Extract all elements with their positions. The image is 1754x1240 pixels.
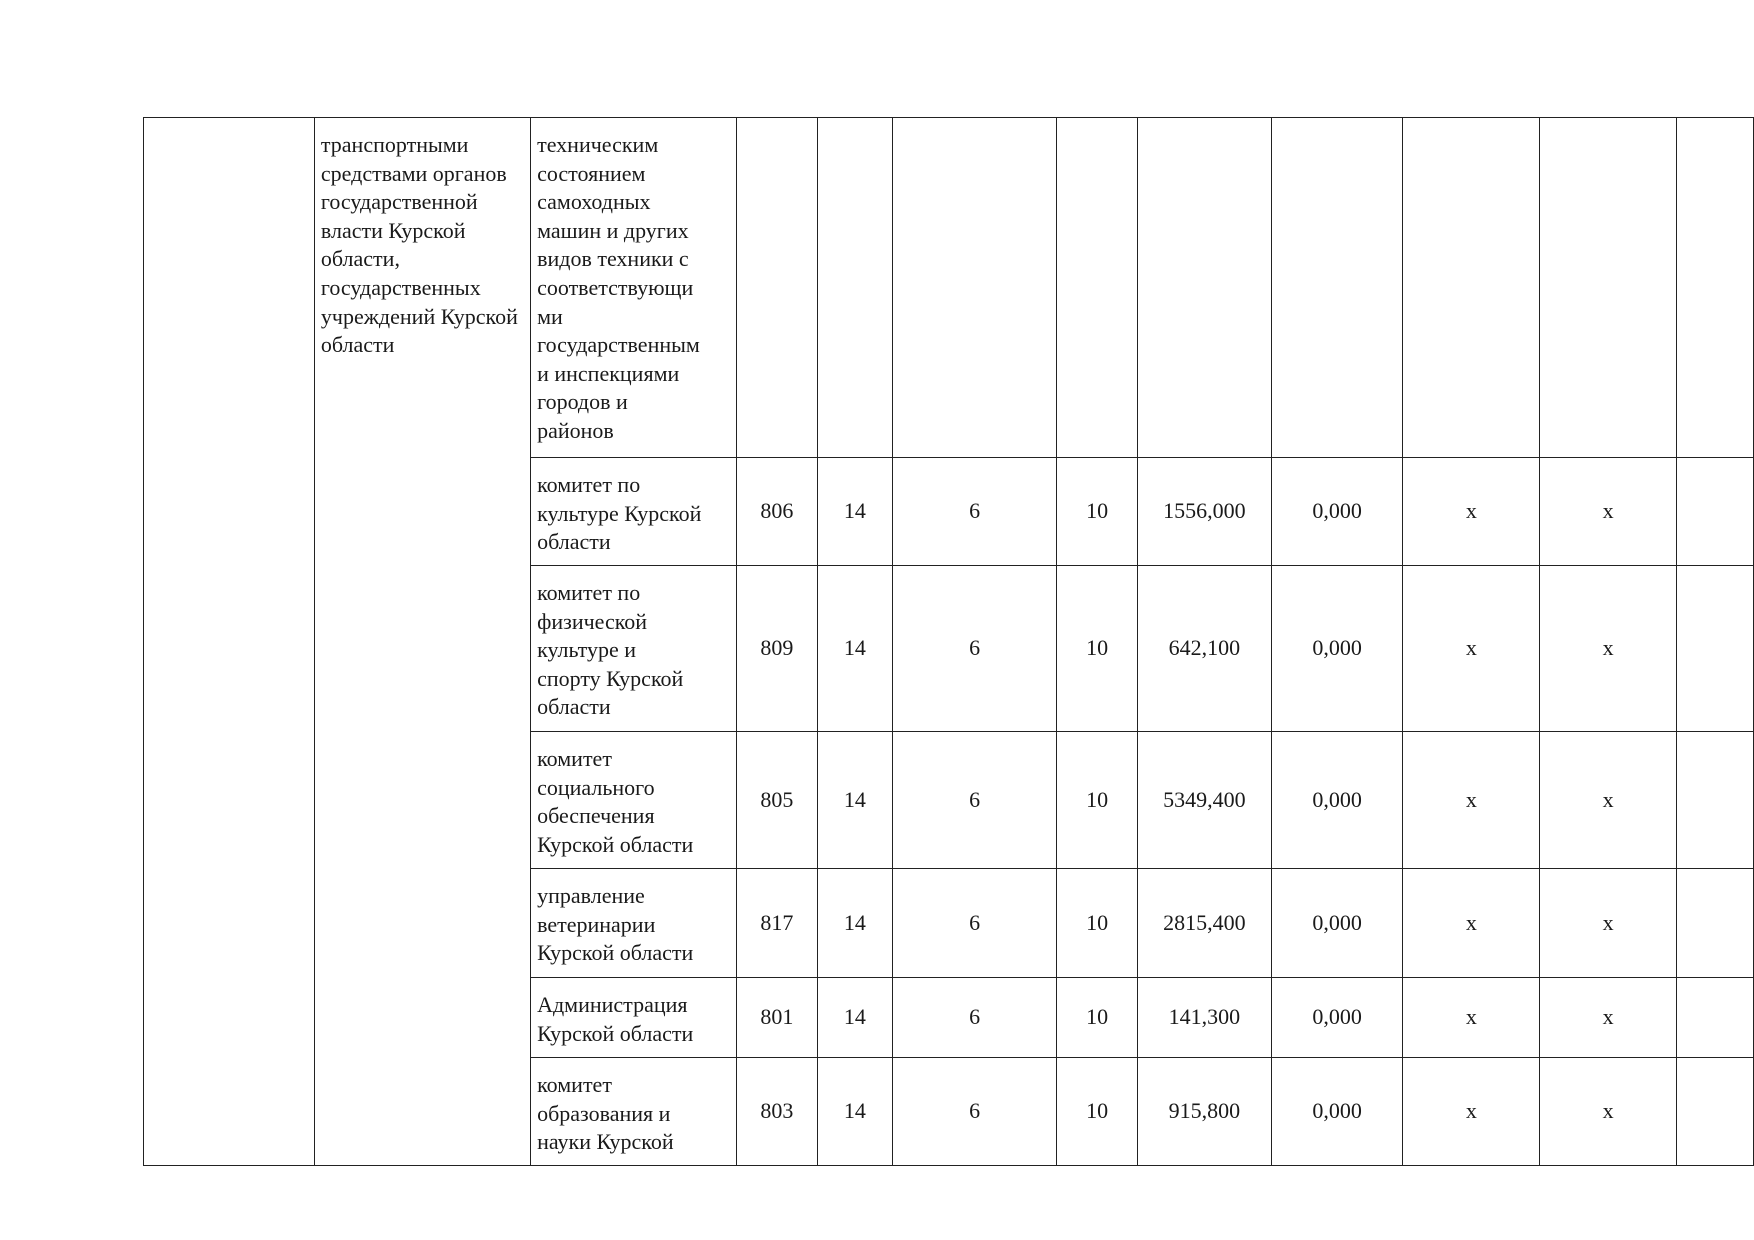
- c4-cell: 10: [1057, 869, 1138, 978]
- extra-cell: [1677, 732, 1754, 869]
- x1-cell: x: [1403, 1058, 1540, 1166]
- x1-cell: [1403, 118, 1540, 458]
- code-cell: 809: [736, 566, 817, 732]
- amount-cell: 915,800: [1137, 1058, 1271, 1166]
- org-name-line: состоянием: [537, 160, 646, 186]
- code-cell: 817: [736, 869, 817, 978]
- c4-cell: [1057, 118, 1138, 458]
- extra-cell: [1677, 1058, 1754, 1166]
- amount-cell: 5349,400: [1137, 732, 1271, 869]
- table-row: [144, 118, 1754, 458]
- x1-cell: x: [1403, 566, 1540, 732]
- org-name-line: Администрация: [537, 992, 688, 1017]
- x2-cell: x: [1540, 566, 1677, 732]
- x2-cell: x: [1540, 978, 1677, 1058]
- amount-cell: 141,300: [1137, 978, 1271, 1058]
- subsection-cell: [892, 118, 1057, 458]
- section-cell: [817, 118, 892, 458]
- subsection-cell: 6: [892, 458, 1057, 566]
- org-name-line: и инспекциями: [537, 360, 680, 386]
- code-cell: [736, 118, 817, 458]
- org-cell: [531, 1058, 737, 1166]
- code-cell: 806: [736, 458, 817, 566]
- subsection-cell: 6: [892, 978, 1057, 1058]
- code-cell: 803: [736, 1058, 817, 1166]
- x2-cell: x: [1540, 1058, 1677, 1166]
- x1-cell: x: [1403, 732, 1540, 869]
- org-name-line: Курской области: [537, 831, 694, 857]
- amount-cell: [1137, 118, 1271, 458]
- org-name-line: комитет по: [537, 472, 641, 497]
- subsection-cell: 6: [892, 869, 1057, 978]
- org-name-line: ми: [537, 303, 563, 329]
- org-name-line: ветеринарии: [537, 911, 656, 937]
- x1-cell: x: [1403, 869, 1540, 978]
- org-name-line: культуре Курской: [537, 500, 702, 526]
- amount2-cell: 0,000: [1271, 458, 1403, 566]
- org-name-line: области: [537, 694, 611, 720]
- org-name: [537, 991, 730, 1048]
- group-description-cell: [314, 118, 530, 1166]
- amount2-cell: 0,000: [1271, 732, 1403, 869]
- org-name-line: образования и: [537, 1100, 671, 1126]
- x2-cell: x: [1540, 458, 1677, 566]
- x2-cell: x: [1540, 732, 1677, 869]
- c4-cell: 10: [1057, 566, 1138, 732]
- empty-number-cell: [144, 118, 315, 1166]
- org-name-line: соответствующи: [537, 274, 694, 300]
- org-name: [537, 131, 730, 446]
- c4-cell: 10: [1057, 1058, 1138, 1166]
- org-name-line: комитет по: [537, 580, 641, 605]
- x2-cell: x: [1540, 869, 1677, 978]
- section-cell: 14: [817, 458, 892, 566]
- org-cell: [531, 869, 737, 978]
- org-name-line: науки Курской: [537, 1129, 674, 1155]
- amount2-cell: 0,000: [1271, 869, 1403, 978]
- extra-cell: [1677, 458, 1754, 566]
- section-cell: 14: [817, 1058, 892, 1166]
- subsection-cell: 6: [892, 566, 1057, 732]
- org-name-line: районов: [537, 417, 614, 443]
- org-name-line: физической: [537, 608, 648, 634]
- c4-cell: 10: [1057, 978, 1138, 1058]
- extra-cell: [1677, 566, 1754, 732]
- org-name-line: области: [537, 529, 611, 555]
- org-name-line: видов техники с: [537, 246, 689, 272]
- c4-cell: 10: [1057, 458, 1138, 566]
- org-name-line: комитет: [537, 746, 612, 771]
- org-name-line: государственным: [537, 332, 700, 358]
- org-name-line: комитет: [537, 1072, 612, 1097]
- org-cell: [531, 978, 737, 1058]
- x2-cell: [1540, 118, 1677, 458]
- section-cell: 14: [817, 869, 892, 978]
- org-name-line: Курской области: [537, 940, 694, 966]
- amount-cell: 2815,400: [1137, 869, 1271, 978]
- amount2-cell: 0,000: [1271, 978, 1403, 1058]
- amount2-cell: 0,000: [1271, 1058, 1403, 1166]
- section-cell: 14: [817, 978, 892, 1058]
- org-name-line: техническим: [537, 132, 659, 157]
- org-name-line: управление: [537, 883, 645, 908]
- org-name: [537, 1071, 730, 1157]
- amount2-cell: [1271, 118, 1403, 458]
- org-cell: [531, 732, 737, 869]
- org-name: [537, 579, 730, 722]
- section-cell: 14: [817, 566, 892, 732]
- x1-cell: x: [1403, 458, 1540, 566]
- org-cell: [531, 458, 737, 566]
- org-name-line: городов и: [537, 389, 628, 415]
- org-name-line: культуре и: [537, 637, 637, 663]
- amount-cell: 642,100: [1137, 566, 1271, 732]
- extra-cell: [1677, 869, 1754, 978]
- group-description: транспортными средствами органов государственной власти Курской области, государственных учреждений Курской области: [320, 132, 518, 358]
- extra-cell: [1677, 118, 1754, 458]
- org-name-line: обеспечения: [537, 803, 655, 829]
- extra-cell: [1677, 978, 1754, 1058]
- amount-cell: 1556,000: [1137, 458, 1271, 566]
- org-name-line: машин и других: [537, 217, 689, 243]
- budget-table: [143, 117, 1754, 1166]
- org-name-line: социального: [537, 774, 655, 800]
- code-cell: 801: [736, 978, 817, 1058]
- org-name-line: спорту Курской: [537, 665, 684, 691]
- org-name-line: Курской области: [537, 1020, 694, 1046]
- c4-cell: 10: [1057, 732, 1138, 869]
- section-cell: 14: [817, 732, 892, 869]
- org-name: [537, 745, 730, 859]
- code-cell: 805: [736, 732, 817, 869]
- amount2-cell: 0,000: [1271, 566, 1403, 732]
- subsection-cell: 6: [892, 732, 1057, 869]
- org-name: [537, 882, 730, 968]
- x1-cell: x: [1403, 978, 1540, 1058]
- org-cell: [531, 118, 737, 458]
- org-name-line: самоходных: [537, 189, 651, 215]
- org-cell: [531, 566, 737, 732]
- subsection-cell: 6: [892, 1058, 1057, 1166]
- org-name: [537, 471, 730, 557]
